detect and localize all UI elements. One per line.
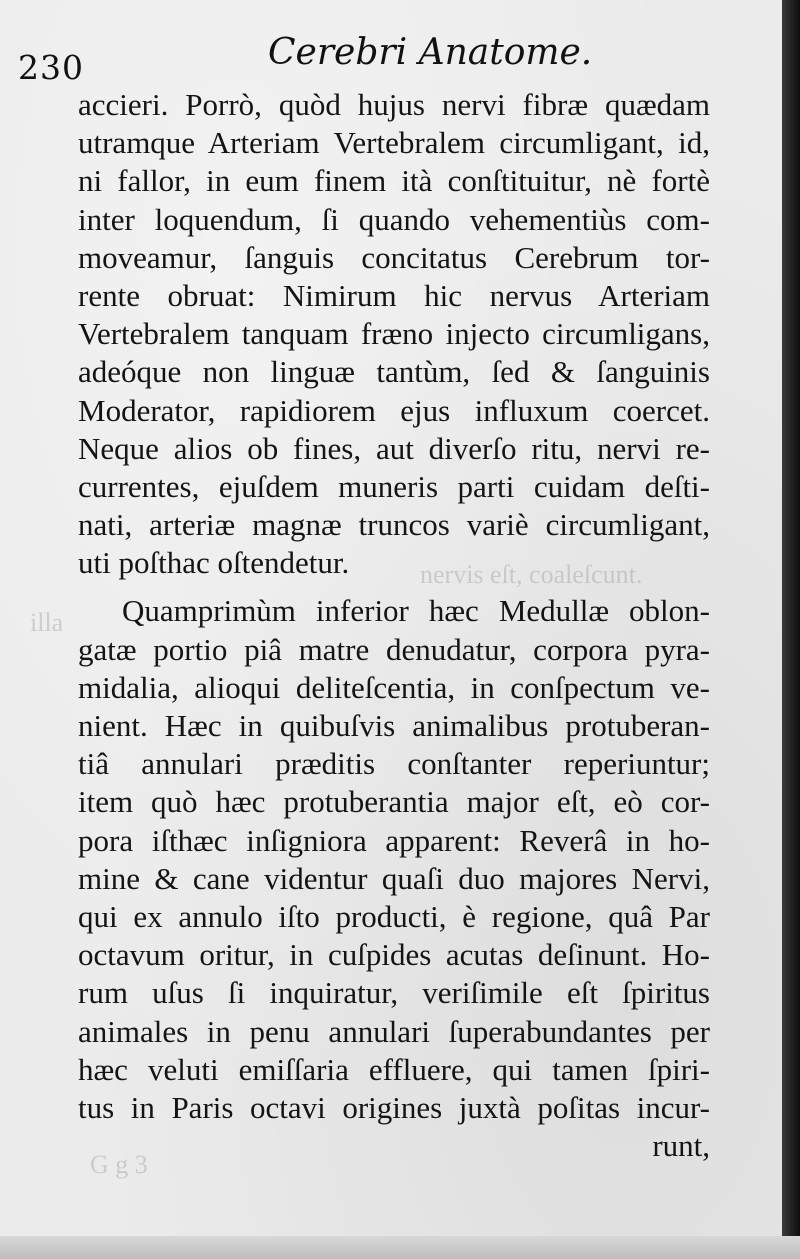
show-through-signature: G g 3: [90, 1150, 148, 1179]
page-edge-shadow: [782, 0, 800, 1259]
text-line: nient. Hæc in quibuſvis animalibus protuberan-: [78, 708, 710, 743]
text-line: tiâ annulari præditis conſtanter reperiuntur;: [78, 746, 710, 782]
text-line: accieri. Porrò, quòd hujus nervi fibræ quædam: [78, 87, 710, 122]
text-line: runt,: [652, 1128, 710, 1164]
text-line: animales in penu annulari ſuperabundantes per: [78, 1013, 710, 1049]
text-line: Quamprimùm inferior hæc Medullæ oblon-: [122, 593, 710, 629]
page-number: 230: [18, 48, 84, 87]
text-line: inter loquendum, ſi quando vehementiùs com-: [78, 201, 710, 237]
text-line: tus in Paris octavi origines juxtà poſitas incur-: [78, 1089, 710, 1125]
text-line: gatæ portio piâ matre denudatur, corpora pyra-: [78, 631, 710, 667]
text-line: moveamur, ſanguis concitatus Cerebrum tor-: [78, 239, 710, 275]
text-line: pora iſthæc inſigniora apparent: Reverâ in ho-: [78, 822, 710, 858]
text-line: adeóque non linguæ tantùm, ſed & ſanguinis: [78, 354, 710, 390]
text-line: mine & cane videntur quaſi duo majores Nervi,: [78, 860, 710, 896]
text-line: Neque alios ob fines, aut diverſo ritu, nervi re-: [78, 430, 710, 466]
page-header: [18, 26, 718, 86]
text-line: hæc veluti emiſſaria effluere, qui tamen ſpiri-: [78, 1051, 710, 1087]
body-text: [78, 86, 710, 1165]
text-line: item quò hæc protuberantia major eſt, eò cor-: [78, 784, 710, 820]
text-line: octavum oritur, in cuſpides acutas deſinunt. Ho-: [78, 937, 710, 973]
text-line: Vertebralem tanquam fræno injecto circumligans,: [78, 316, 710, 352]
text-line: Moderator, rapidiorem ejus influxum coercet.: [78, 392, 710, 428]
text-line: nati, arteriæ magnæ truncos variè circumligant,: [78, 507, 710, 543]
show-through-text: nervis eſt, coaleſcunt.: [420, 560, 643, 589]
text-line: utramque Arteriam Vertebralem circumligant, id,: [78, 125, 710, 161]
text-line: qui ex annulo iſto producti, è regione, quâ Par: [78, 898, 710, 934]
text-line: rum uſus ſi inquiratur, veriſimile eſt ſpiritus: [78, 975, 710, 1011]
text-line: currentes, ejuſdem muneris parti cuidam deſti-: [78, 468, 710, 504]
show-through-text: illa: [30, 608, 64, 637]
text-line: midalia, alioqui deliteſcentia, in conſpectum ve-: [78, 669, 710, 705]
running-title: Cerebri Anatome.: [268, 32, 593, 73]
text-line: rente obruat: Nimirum hic nervus Arteriam: [78, 277, 710, 313]
text-line: uti poſthac oſtendetur.: [78, 545, 350, 581]
text-line: ni fallor, in eum finem ità conſtituitur, nè fortè: [78, 163, 710, 199]
page-bottom-edge: [0, 1236, 800, 1259]
